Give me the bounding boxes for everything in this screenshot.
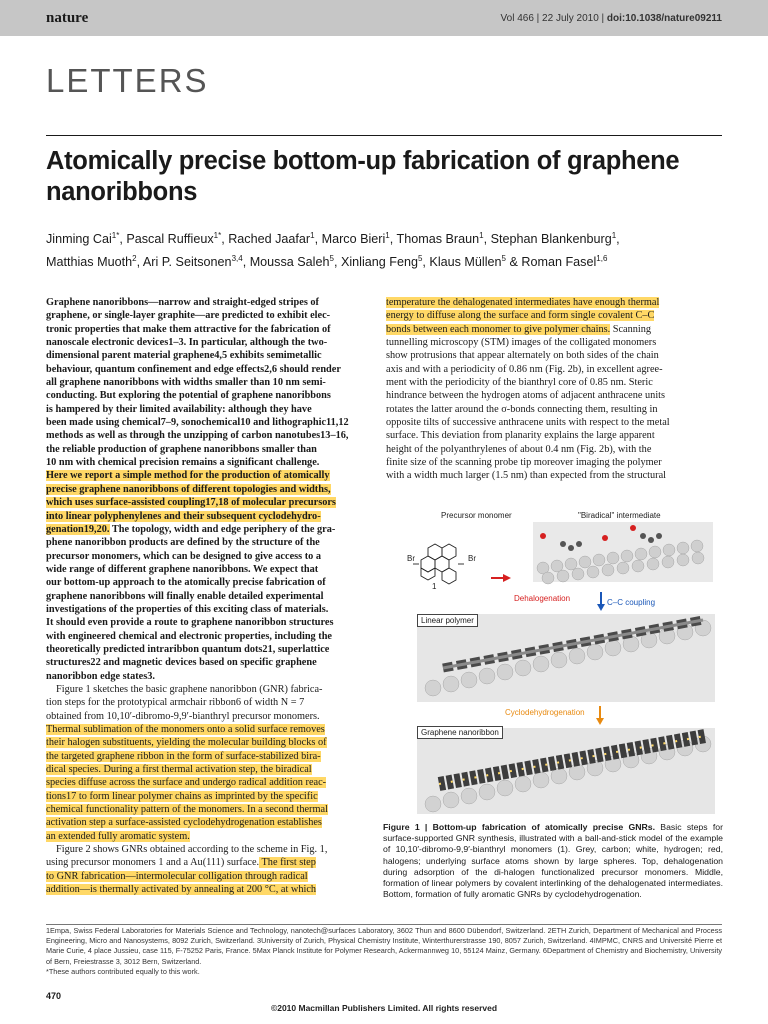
author-separator: , [422, 255, 430, 270]
text-line: an extended fully aromatic system. [46, 830, 190, 842]
author-affiliation: 5 [501, 254, 506, 264]
text-line: graphene, or single-layer graphite—are predicted to exhibit elec- [46, 310, 331, 322]
author-separator: , [119, 232, 127, 247]
text-line: axis and with a periodicity of 0.86 nm (Fig. 2b), in excellent agree- [386, 363, 663, 375]
text-line: opposite tilts of successive anthracene units with respect to the metal [386, 417, 670, 429]
article-title: Atomically precise bottom-up fabrication of graphene nanoribbons [46, 147, 680, 206]
text-line: tions17 to form linear polymer chains as imprinted by the specific [46, 790, 318, 802]
section-divider [46, 135, 722, 136]
copyright-text: ©2010 Macmillan Publishers Limited. All rights reserved [270, 1003, 498, 1013]
text-line: hindrance between the hydrogen atoms of adjacent anthracene units [386, 390, 666, 402]
author-affiliation: 1* [213, 231, 222, 240]
label-precursor-monomer: Precursor monomer [441, 511, 512, 520]
section-heading: LETTERS [46, 62, 209, 99]
text-line: addition—is thermally activated by annealing at 200 °C, at which [46, 884, 317, 896]
text-line: 10 nm with chemical precision remains a significant challenge. [46, 457, 320, 469]
coupling-arrowhead [597, 604, 605, 611]
paragraph-figure1-highlight [46, 724, 328, 842]
abstract [46, 296, 372, 683]
label-biradical-intermediate: "Biradical" intermediate [578, 511, 661, 520]
text-line: all graphene nanoribbons with widths smaller than 10 nm semi- [46, 377, 326, 389]
author-name: Moussa Saleh [249, 255, 330, 270]
author-affiliation: 1* [111, 231, 120, 240]
text-line: wide range of different graphene nanoribbons. We expect that [46, 563, 319, 575]
volume-reference: Vol 466 | 22 July 2010 | doi:10.1038/nature09211 [500, 13, 722, 24]
biradical-surface-model [533, 522, 713, 584]
text-line: our bottom-up approach to the atomically precise fabrication of [46, 577, 326, 589]
label-graphene-nanoribbon: Graphene nanoribbon [417, 726, 503, 739]
author-affiliation: 1 [479, 231, 484, 240]
text-line: precise graphene nanoribbons of different topologies and widths, [46, 483, 331, 495]
author-affiliation: 5 [329, 254, 334, 264]
text-line: finite size of the scanning probe tip moreover imaging the polymer [386, 457, 662, 469]
author-separator: , [483, 232, 491, 247]
caption-body: Basic steps for surface-supported GNR synthesis, illustrated with a ball-and-stick model of the example of 10,10′-dibromo-9,9′-bianthryl monomers (1). Grey, carbon; white, hydrogen; red, halogens; underlying surface atoms shown by large spheres. Top, dehalogenation during adsorption of the di-halogen functionalized precursor monomers. Middle, formation of linear polymers by covalent interlinking of the dehalogenated intermediates. Bottom, formation of fully aromatic GNRs by cyclodehydrogenation. [383, 822, 723, 900]
text-line: ment with the periodicity of the bianthryl core of 0.85 nm. Steric [386, 377, 653, 389]
text-line: chemical functionality pattern of the monomers. In a second thermal [46, 804, 328, 816]
abstract-intro [46, 297, 349, 468]
text-line: theoretically predicted intraribbon quantum dots21, superlattice [46, 643, 330, 655]
text-line: obtained from 10,10′-dibromo-9,9′-bianthryl precursor monomers. [46, 710, 320, 722]
label-br-left: Br [407, 554, 415, 563]
author-name: Klaus Müllen [429, 255, 502, 270]
text-line: investigations of the properties of this exciting class of materials. [46, 603, 329, 615]
author-name: Stephan Blankenburg [490, 232, 612, 247]
precursor-structure [413, 544, 464, 584]
text-line: temperature the dehalogenated intermediates have enough thermal [386, 297, 660, 308]
text-line: structures22 and magnetic devices based on specific graphene [46, 657, 317, 669]
text-line: to GNR fabrication—intermolecular colligation through radical [46, 870, 308, 882]
right-column [386, 296, 722, 483]
paragraph-figure2-highlight [46, 871, 316, 895]
label-cyclodehydrogenation: Cyclodehydrogenation [505, 708, 585, 717]
text-line: conducting. But exploring the potential of graphene nanoribbons [46, 390, 331, 402]
graphene-nanoribbon-panel [417, 728, 715, 814]
author-list [46, 226, 726, 272]
paragraph-figure2-line2: using precursor monomers 1 and a Au(111) surface. [46, 857, 260, 869]
author-name: Marco Bieri [321, 232, 386, 247]
caption-title: Figure 1 | Bottom-up fabrication of atomically precise GNRs. [383, 822, 656, 832]
text-line: rotates the latter around the σ-bonds connecting them, resulting in [386, 403, 658, 415]
paragraph-polymer [386, 296, 722, 483]
affiliations [46, 926, 722, 977]
author-line-1 [46, 226, 726, 249]
label-linear-polymer: Linear polymer [417, 614, 478, 627]
journal-logo: nature [46, 10, 89, 26]
text-line: with a width much larger (1.5 nm) than expected from the structural [386, 470, 667, 482]
affiliation-list: 1Empa, Swiss Federal Laboratories for Materials Science and Technology, nanotech@surfaces Laboratory, 3602 Thun and 8600 Dübendorf, Switzerland. 2ETH Zurich, Department of Mechanical and Process Engineering, Micro and Nanosystems, 8092 Zurich, Switzerland. 3University of Zurich, Physical Chemistry Institute, Winterthurerstrasse 190, 8057 Zurich, Switzerland. 4IMPMC, CNRS and Université Pierre et Marie Curie, 4 place Jussieu, case 115, F-75252 Paris, France. 5Max Planck Institute for Polymer Research, Ackermannweg 10, 55124 Mainz, Germany. 6Department of Chemistry and Biochemistry, University of Bern, Freiestrasse 3, 3012 Bern, Switzerland. [46, 926, 722, 966]
text-line: methods as well as through the unzipping of carbon nanotubes13–16, [46, 430, 349, 442]
author-separator: , [242, 255, 250, 270]
text-line: energy to diffuse along the surface and form single covalent C–C [386, 310, 655, 322]
polymer-tail: Scanning [610, 323, 652, 335]
paragraph-figure2 [46, 843, 372, 896]
author-name: Pascal Ruffieux [126, 232, 214, 247]
author-separator: , [333, 255, 341, 270]
author-affiliation: 1 [385, 231, 390, 240]
label-cc-coupling: C–C coupling [607, 598, 656, 607]
author-affiliation: 1 [310, 231, 315, 240]
author-separator: , [616, 232, 620, 247]
author-name: Xinliang Feng [340, 255, 418, 270]
text-line: genation19,20. [46, 523, 110, 535]
issue-date: 22 July 2010 [542, 13, 599, 24]
text-line: species diffuse across the surface and undergo radical addition reac- [46, 777, 327, 789]
text-line: Graphene nanoribbons—narrow and straight-edged stripes of [46, 297, 319, 308]
text-line: tunnelling microscopy (STM) images of the colligated monomers [386, 337, 657, 349]
author-separator: , [314, 232, 322, 247]
copyright-notice [0, 1003, 768, 1013]
author-separator: , [136, 255, 143, 270]
figure-1-caption [383, 822, 723, 900]
text-line: show protrusions that appear alternately on both sides of the chain [386, 350, 659, 362]
author-separator: , [389, 232, 397, 247]
author-name: Rached Jaafar [228, 232, 311, 247]
text-line: tion steps for the prototypical armchair ribbon6 of width N = 7 [46, 697, 305, 709]
text-line: behaviour, quantum confinement and edge effects2,6 should render [46, 363, 341, 375]
text-line: dical species. During a first thermal activation step, the biradical [46, 764, 312, 776]
author-affiliation: 1,6 [596, 254, 608, 264]
author-separator: & [505, 255, 522, 270]
author-affiliation: 5 [417, 254, 423, 264]
polymer-text [386, 337, 670, 481]
author-name: Thomas Braun [396, 232, 480, 247]
volume: Vol 466 [500, 13, 534, 24]
dehalogenation-arrowhead [503, 574, 511, 582]
doi-link[interactable]: doi:10.1038/nature09211 [606, 13, 722, 24]
author-name: Ari P. Seitsonen [142, 255, 232, 270]
text-line: tronic properties that make them attractive for the fabrication of [46, 323, 331, 335]
author-name: Roman Fasel [521, 255, 597, 270]
author-affiliation: 1 [611, 231, 617, 240]
paragraph-figure1-intro [46, 684, 322, 722]
author-name: Matthias Muoth [46, 255, 133, 270]
text-line: Thermal sublimation of the monomers onto a solid surface removes [46, 724, 325, 735]
text-line: been made using chemical7–9, sonochemical10 and lithographic11,12 [46, 417, 349, 429]
text-line: which uses surface-assisted coupling17,18 of molecular precursors [46, 497, 336, 509]
text-line: the targeted graphene ribbon in the form of surface-stabilized bira- [46, 750, 321, 762]
author-line-2 [46, 249, 726, 272]
text-line: the reliable production of graphene nanoribbons smaller than [46, 443, 317, 455]
text-line: graphene nanoribbons will finally enable detailed experimental [46, 590, 324, 602]
paragraph-figure2-hl-start: The first step [259, 857, 316, 869]
text-line: is hampered by their limited availability: although they have [46, 403, 312, 415]
text-line: Here we report a simple method for the production of atomically [46, 470, 330, 482]
footnote-divider [46, 924, 722, 925]
label-br-right: Br [468, 554, 476, 563]
text-line: nanoribbon edge states3. [46, 670, 155, 682]
text-line: phene nanoribbon products are defined by the structure of the [46, 537, 320, 549]
equal-contribution-note: *These authors contributed equally to this work. [46, 966, 200, 976]
label-dehalogenation: Dehalogenation [514, 594, 571, 603]
journal-header-bar [0, 0, 768, 36]
text-line: into linear polyphenylenes and their subsequent cyclodehydro- [46, 510, 321, 522]
text-line: The topology, width and edge periphery of the gra- [109, 523, 336, 535]
label-monomer-number: 1 [432, 582, 437, 591]
author-affiliation: 3,4 [231, 254, 243, 264]
text-line: dimensional parent material graphene4,5 exhibits semimetallic [46, 350, 322, 362]
cyclo-arrowhead [596, 718, 604, 725]
text-line: activation step a surface-assisted cyclodehydrogenation establishes [46, 817, 322, 829]
author-separator: , [221, 232, 229, 247]
text-line: Figure 1 sketches the basic graphene nanoribbon (GNR) fabrica- [56, 683, 323, 695]
abstract-rest [46, 524, 335, 682]
linear-polymer-panel [417, 614, 715, 702]
text-line: their halogen substituents, yielding the molecular building blocks of [46, 737, 327, 749]
text-line: bonds between each monomer to give polymer chains. [386, 323, 611, 335]
text-line: It should even provide a route to graphene nanoribbon structures [46, 617, 334, 629]
author-affiliation: 2 [132, 254, 137, 264]
text-line: surface. This deviation from planarity explains the large apparent [386, 430, 655, 442]
paragraph-figure1 [46, 683, 372, 843]
text-line: height of the polyanthrylenes of about 0.4 nm (Fig. 2b), with the [386, 443, 652, 455]
figure-1 [383, 508, 723, 816]
figure-1-illustration [383, 508, 723, 816]
text-line: with engineered chemical and electronic properties, including the [46, 630, 333, 642]
author-name: Jinming Cai [46, 232, 112, 247]
text-line: nanoscale electronic devices1–3. In particular, although the two- [46, 337, 328, 349]
text-line: precursor monomers, which can be designed to give access to a [46, 550, 322, 562]
paragraph-figure2-line1: Figure 2 shows GNRs obtained according to the scheme in Fig. 1, [56, 844, 328, 856]
page-number: 470 [46, 991, 62, 1001]
left-column [46, 296, 372, 896]
